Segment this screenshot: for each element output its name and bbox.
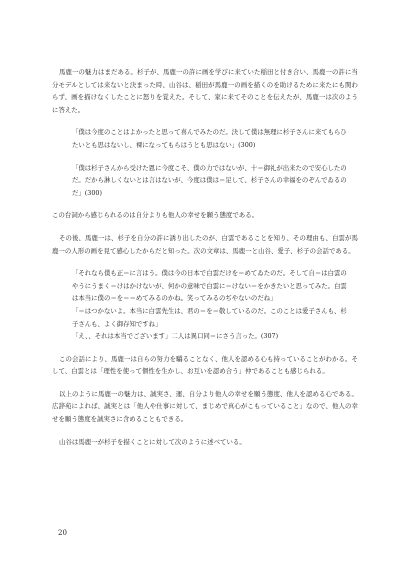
paragraph-observation: この台詞から感じられるのは自分よりも他人の幸せを願う態度である。 xyxy=(52,211,259,220)
quote-block-3: 「それなら僕も正＝に言はう。僕は今の日本で白雲だけを＝めてゐたのだ。そして自＝は白雲のやうにうまく＝けはかけないが、何かの意味で白雲に＝けない＝をかきたいと思ってみた。白雲は本当に僕の＝を＝＝めてみるのかね。笑ってみるのぢやないのだね」 xyxy=(72,269,347,303)
paragraph-conversation-intro: その後、馬鹿一は、杉子を自分の許に誘り出したのが、白雲であることを知り、その理由も、白雲が馬鹿一の人形の画を見て感心したからだと知った。次の文章は、馬鹿一と山谷、愛子、杉子の会話である。 xyxy=(52,233,358,255)
paragraph-analysis: この会話により、馬鹿一は自らの努力を驕ることなく、他人を認める心も持っていることがわかる。そして、白雲とは「理性を使って個性を生かし、お互いを認め合う」仲であることも感じられる。 xyxy=(52,354,358,376)
quote-block-2: 「僕は杉子さんから受けた恩に今度こそ、僕の力ではないが、十＝御礼が出来たので安心したのだ。だから淋しくないとは言はないが、今度は僕は＝足して、杉子さんの幸福をのぞんでゐるのだ」(300) xyxy=(72,163,347,197)
page-number: 20 xyxy=(58,529,67,537)
paragraph-intro: 馬鹿一の魅力はまだある。杉子が、馬鹿一の許に画を学びに来ていた稲田と付き合い、馬鹿一の許に当分モデルとしては来ないと決まった時、山谷は、稲田が馬鹿一の画を描くのを助けるために来たにも関わらず、画を描けなくしたことに怒りを覚えた。そして、家に来てそのことを伝えたが、馬鹿一は次のように答えた。 xyxy=(52,68,358,114)
quote-block-1: 「僕は今度のことはよかったと思って喜んでみたのだ。決して僕は無理に杉子さんに来てもらひたいとも思はないし、裸になってもらはうとも思はない」(300) xyxy=(72,128,347,149)
quote-block-4: 「＝はつかないよ。本当に白雲先生は、君の＝を＝敬しているのだ。このことは愛子さんも、杉子さんも、よく御存知ですね」 xyxy=(72,306,347,328)
paragraph-summary: 以上のように馬鹿一の魅力は、誠実さ、運、自分より他人の幸せを願う態度、他人を認める心である。広辞苑によれば、誠実とは「他人や仕事に対して、まじめで真心がこもっていること」なので、他人の幸せを願う態度を誠実さに含めることもできる。 xyxy=(52,389,358,424)
quote-block-5: 「え、、それは本当でございます」二人は異口同＝にさう言った。(307) xyxy=(72,332,279,341)
paragraph-closing: 山谷は馬鹿一が杉子を描くことに対して次のように述べている。 xyxy=(59,437,246,446)
